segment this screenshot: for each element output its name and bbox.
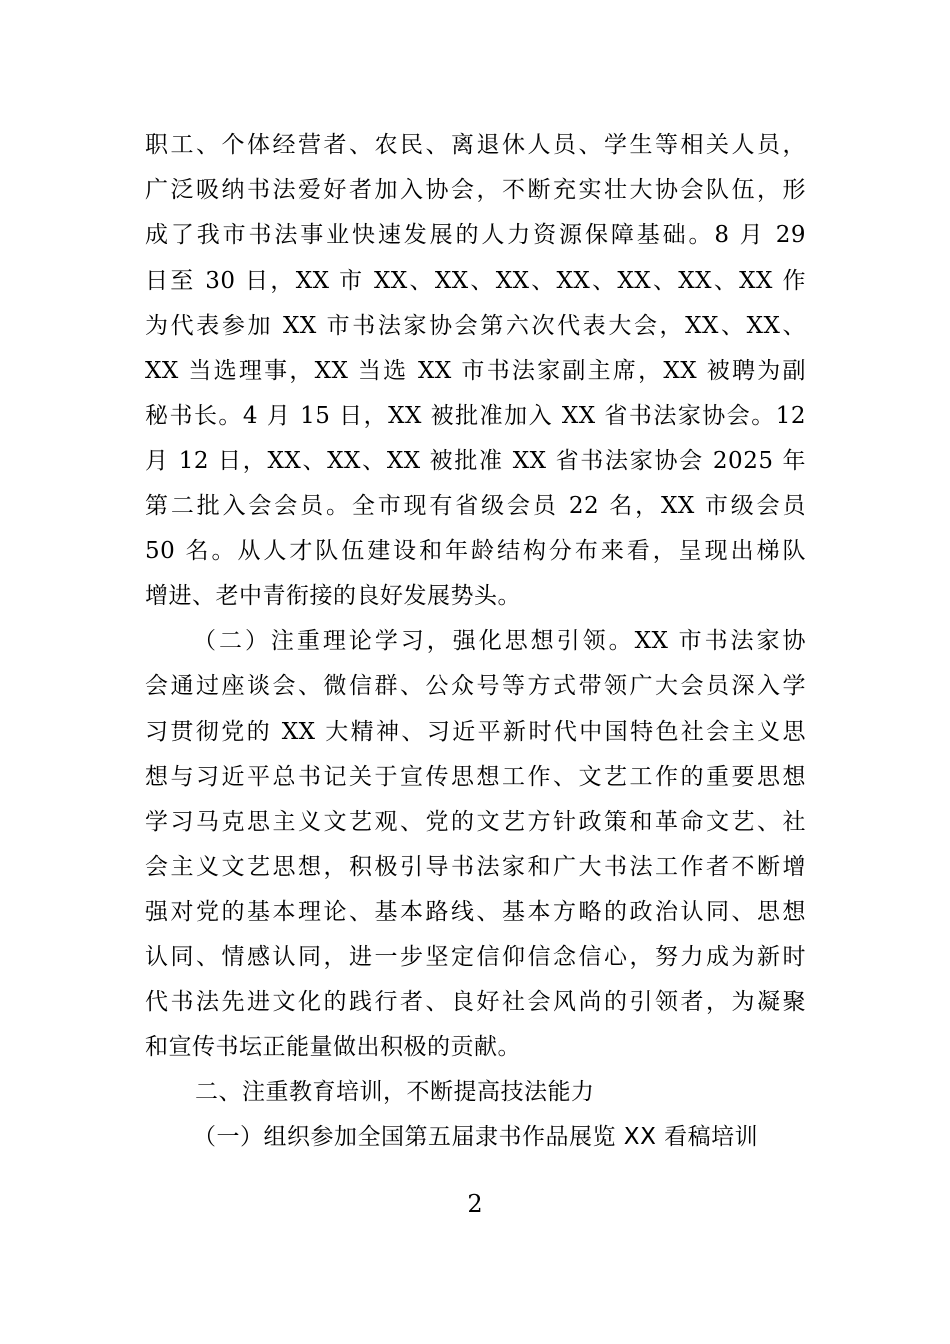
paragraph-line: 学习马克思主义文艺观、党的文艺方针政策和革命文艺、社 <box>145 809 806 835</box>
paragraph-line: 认同、情感认同，进一步坚定信仰信念信心，努力成为新时 <box>145 944 806 970</box>
paragraph-line: XX 当选理事，XX 当选 XX 市书法家副主席，XX 被聘为副 <box>145 358 806 384</box>
paragraph-line: 增进、老中青衔接的良好发展势头。 <box>145 583 521 609</box>
paragraph-line: 50 名。从人才队伍建设和年龄结构分布来看，呈现出梯队 <box>145 538 806 564</box>
paragraph-line: 习贯彻党的 XX 大精神、习近平新时代中国特色社会主义思 <box>145 719 806 745</box>
paragraph-line-rest: XX 市书法家协 <box>634 628 807 654</box>
paragraph-line: 为代表参加 XX 市书法家协会第六次代表大会，XX、XX、 <box>145 313 806 339</box>
paragraph-line: 成了我市书法事业快速发展的人力资源保障基础。8 月 29 <box>145 222 806 248</box>
paragraph-line: 会通过座谈会、微信群、公众号等方式带领广大会员深入学 <box>145 673 806 699</box>
paragraph-line: 职工、个体经营者、农民、离退休人员、学生等相关人员， <box>145 132 806 158</box>
paragraph-line: 会主义文艺思想，积极引导书法家和广大书法工作者不断增 <box>145 854 806 880</box>
paragraph-line: 强对党的基本理论、基本路线、基本方略的政治认同、思想 <box>145 899 806 925</box>
paragraph-line: 日至 30 日，XX 市 XX、XX、XX、XX、XX、XX、XX 作 <box>145 268 806 294</box>
subsection-heading: （一）组织参加全国第五届隶书作品展览 XX 看稿培训 <box>193 1124 759 1150</box>
paragraph-line: 秘书长。4 月 15 日，XX 被批准加入 XX 省书法家协会。12 <box>145 403 806 429</box>
subsection-lead: （二）注重理论学习，强化思想引领。 <box>193 628 635 654</box>
paragraph-line: 和宣传书坛正能量做出积极的贡献。 <box>145 1034 521 1060</box>
paragraph-line: 第二批入会会员。全市现有省级会员 22 名，XX 市级会员 <box>145 493 806 519</box>
paragraph-line: 想与习近平总书记关于宣传思想工作、文艺工作的重要思想 <box>145 764 806 790</box>
section-heading: 二、注重教育培训，不断提高技法能力 <box>195 1079 595 1105</box>
paragraph-first-line <box>193 625 806 657</box>
paragraph-line: 广泛吸纳书法爱好者加入协会，不断充实壮大协会队伍，形 <box>145 177 806 203</box>
paragraph-line: 代书法先进文化的践行者、良好社会风尚的引领者，为凝聚 <box>145 989 806 1015</box>
paragraph-line: 月 12 日，XX、XX、XX 被批准 XX 省书法家协会 2025 年 <box>145 448 806 474</box>
page-number: 2 <box>467 1190 483 1218</box>
